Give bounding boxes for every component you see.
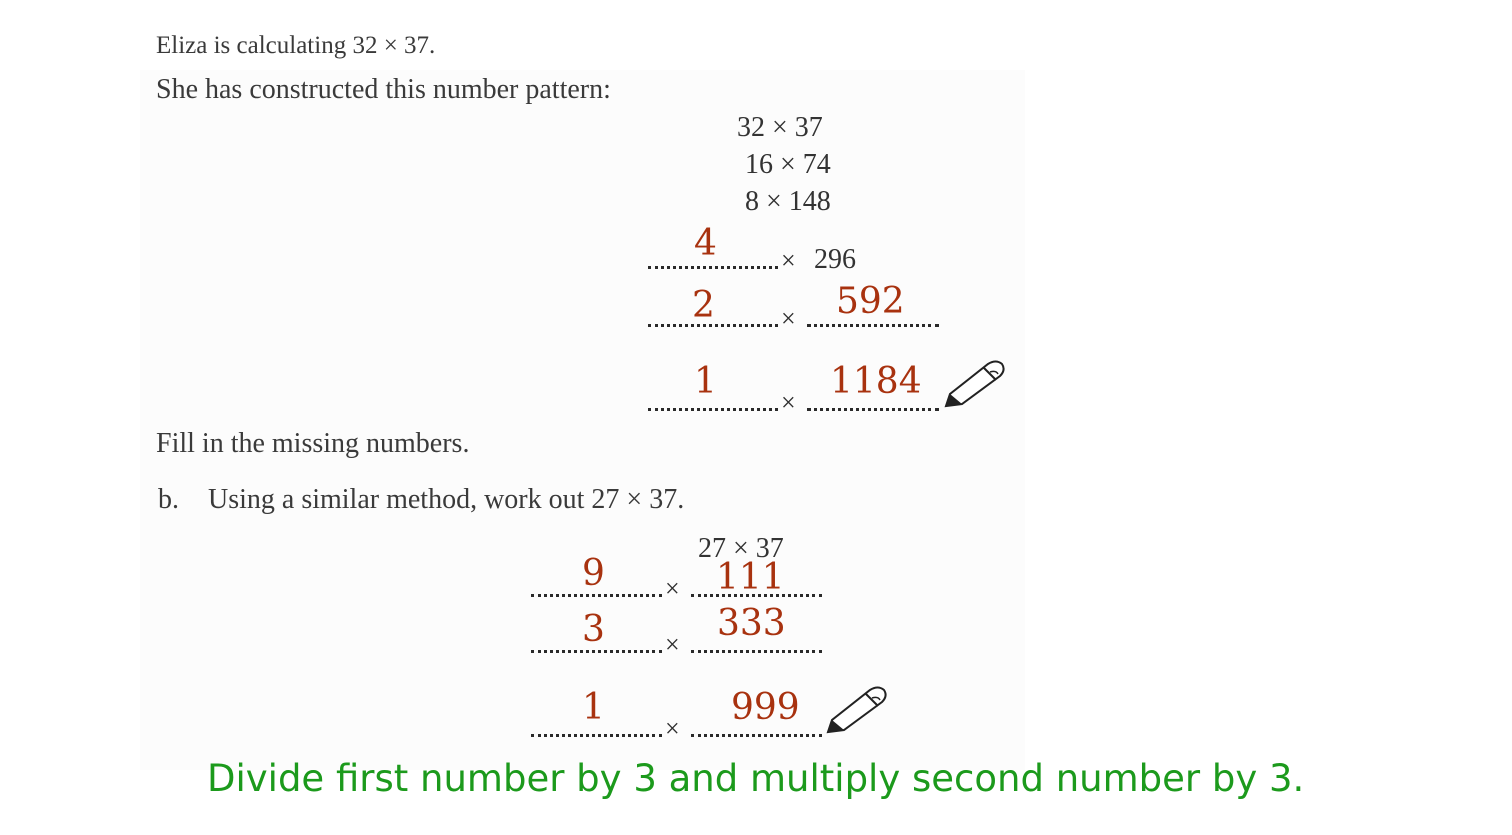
times-sign: ×: [781, 304, 796, 333]
times-sign: ×: [781, 246, 796, 275]
handwritten-answer: 1: [582, 687, 605, 728]
handwritten-answer: 333: [717, 603, 786, 644]
answer-line[interactable]: [691, 650, 822, 653]
handwritten-answer: 1184: [830, 361, 922, 402]
answer-line[interactable]: [648, 408, 778, 411]
given-row-b: 27 × 37: [698, 533, 784, 564]
given-row-1: 32 × 37: [737, 112, 823, 143]
handwritten-answer: 592: [836, 281, 905, 322]
pen-icon: [822, 682, 892, 738]
times-sign: ×: [665, 574, 680, 603]
answer-line[interactable]: [691, 734, 822, 737]
answer-line[interactable]: [648, 266, 778, 269]
answer-line[interactable]: [531, 734, 662, 737]
pen-icon: [940, 356, 1010, 412]
handwritten-answer: 9: [582, 553, 605, 594]
answer-line[interactable]: [531, 594, 662, 597]
question-a-intro: Eliza is calculating 32 × 37.: [156, 32, 436, 59]
handwritten-answer: 999: [731, 687, 800, 728]
question-b-label: b.: [158, 484, 179, 515]
handwritten-answer: 3: [582, 609, 605, 650]
handwritten-answer: 4: [694, 223, 717, 264]
annotation-note: Divide first number by 3 and multiply second number by 3.: [207, 757, 1305, 800]
handwritten-answer: 1: [694, 361, 717, 402]
given-row-3: 8 × 148: [745, 186, 831, 217]
given-row-2: 16 × 74: [745, 149, 831, 180]
answer-line[interactable]: [807, 408, 939, 411]
times-sign: ×: [665, 714, 680, 743]
answer-line[interactable]: [807, 324, 939, 327]
times-sign: ×: [665, 630, 680, 659]
handwritten-answer: 111: [716, 557, 785, 598]
pattern-intro: She has constructed this number pattern:: [156, 74, 611, 105]
instruction: Fill in the missing numbers.: [156, 428, 470, 459]
question-b-prompt: Using a similar method, work out 27 × 37.: [208, 484, 685, 515]
answer-line[interactable]: [531, 650, 662, 653]
handwritten-answer: 2: [692, 285, 715, 326]
worksheet-panel: [140, 70, 1025, 770]
times-sign: ×: [781, 388, 796, 417]
given-value: 296: [814, 244, 856, 275]
